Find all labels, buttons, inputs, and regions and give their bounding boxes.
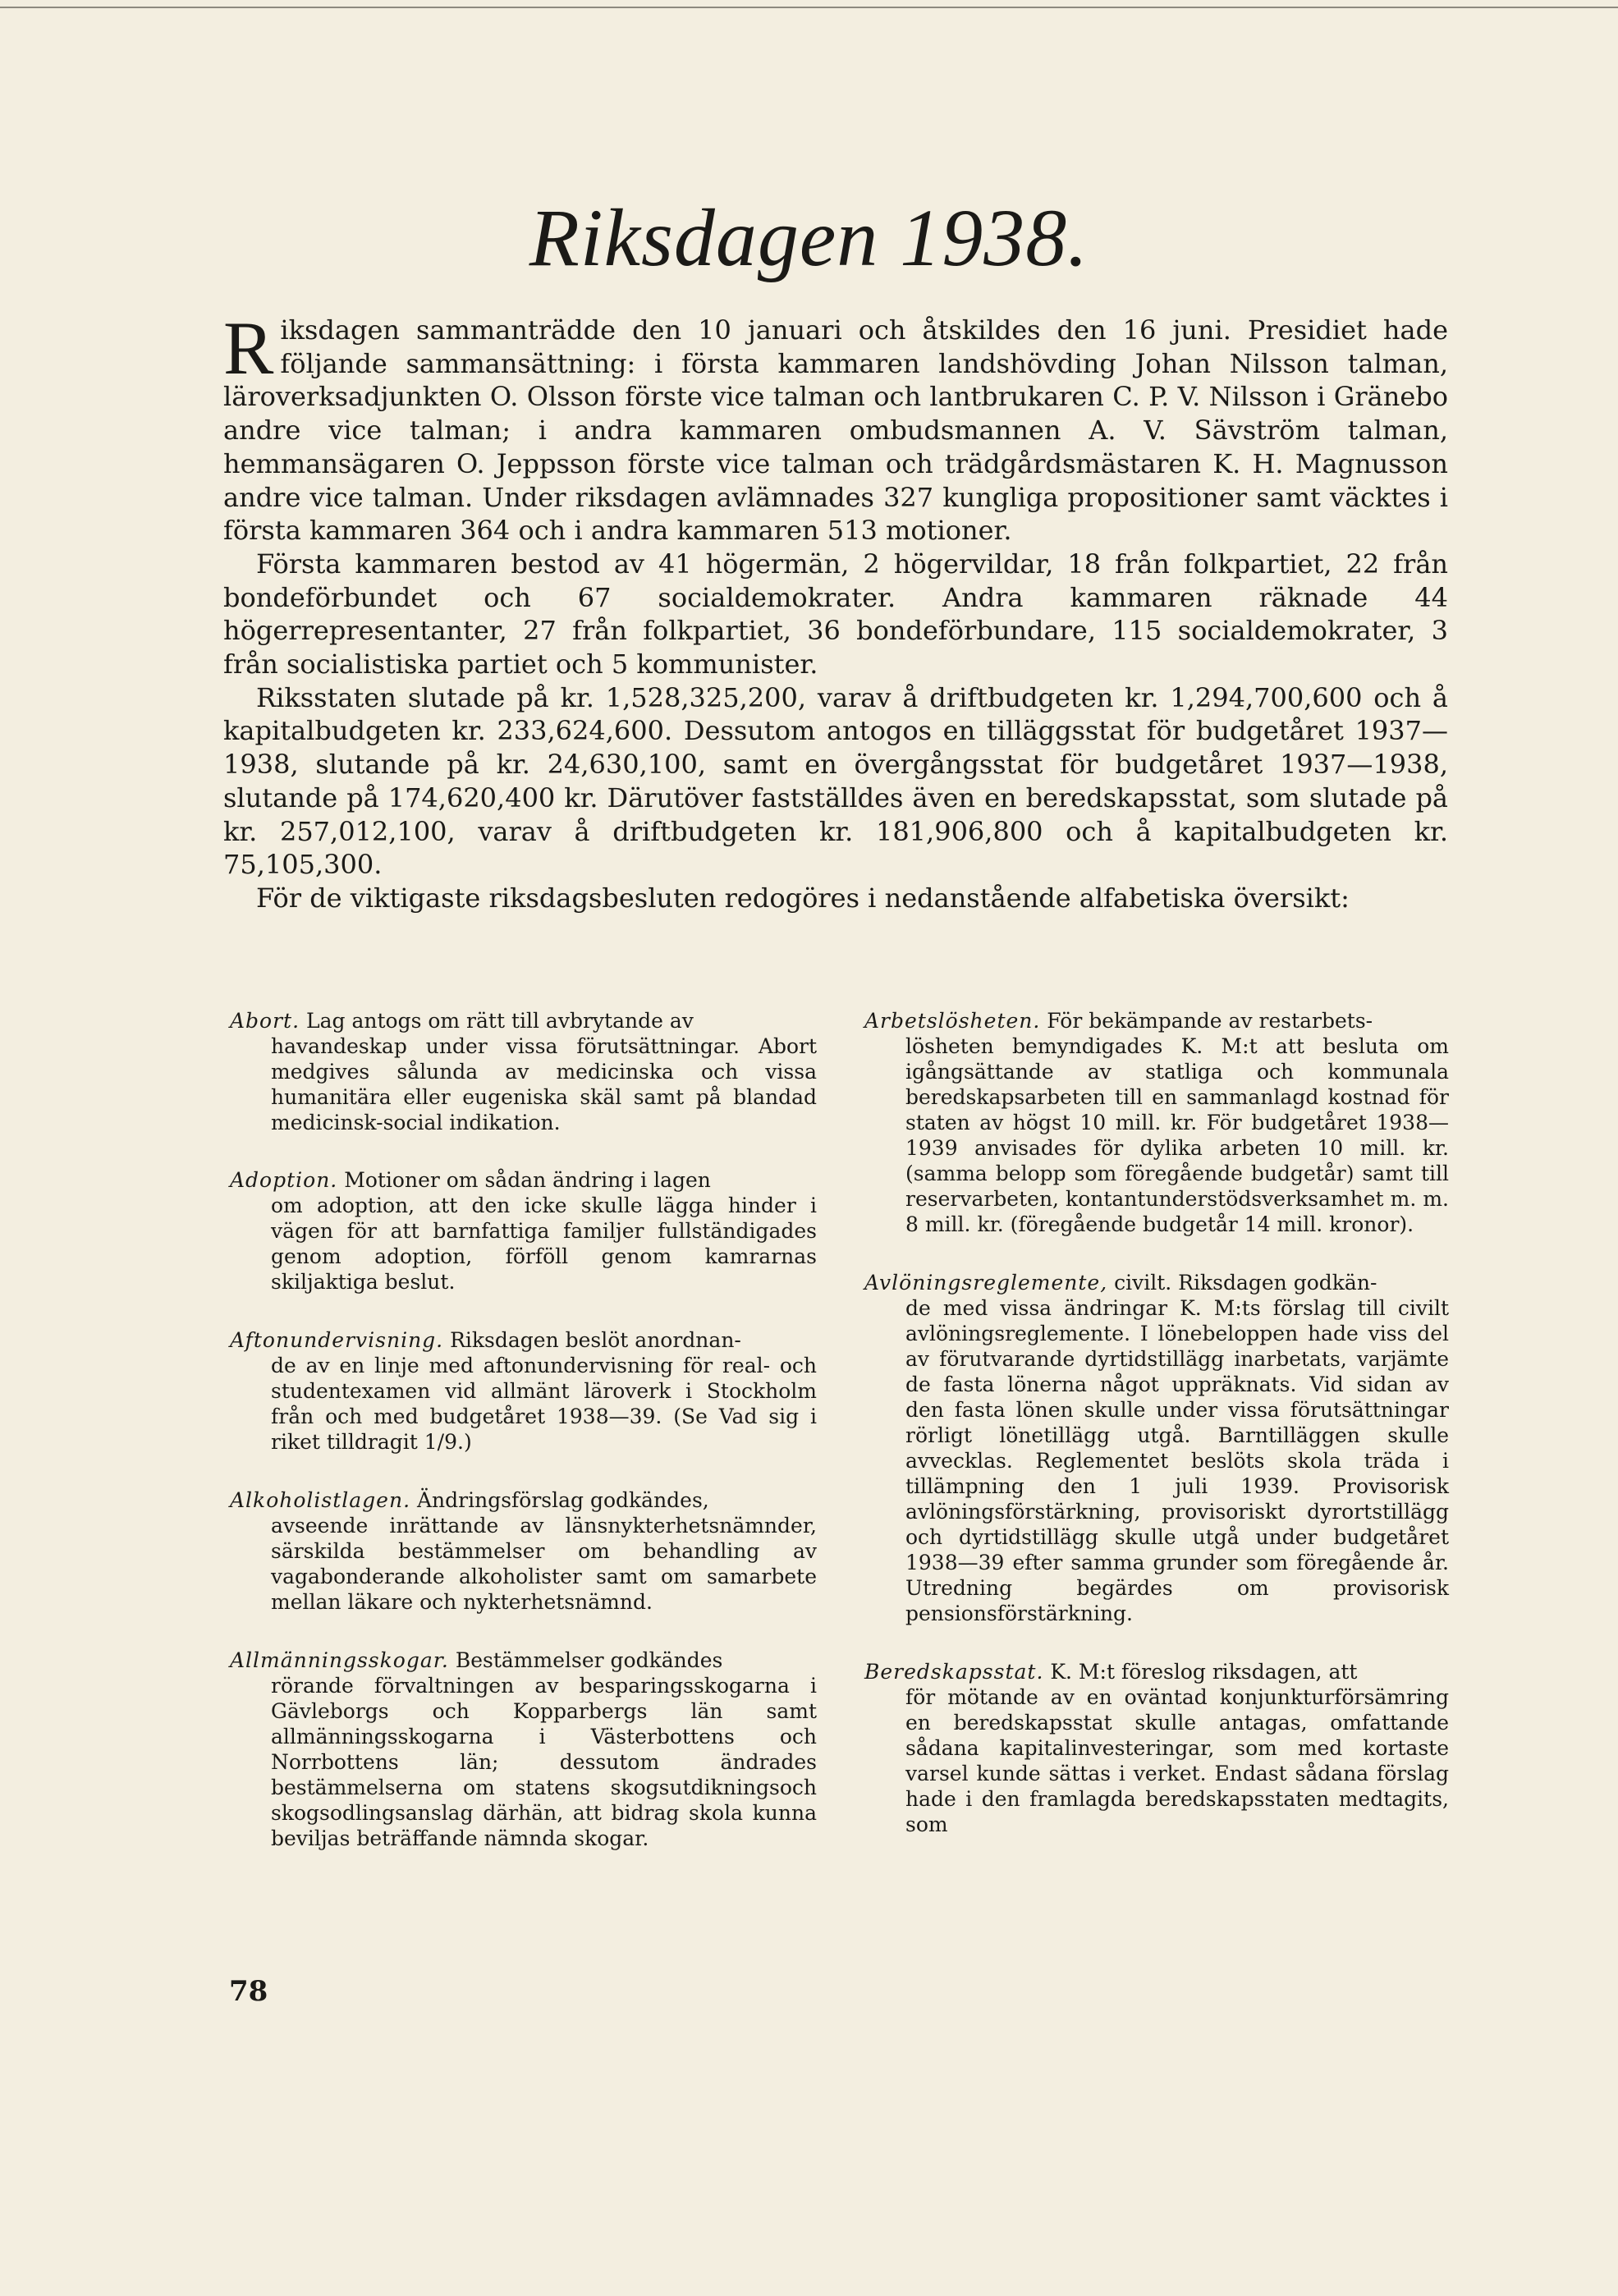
intro-paragraph-1: [223, 306, 1448, 548]
entry-continuation: rörande förvaltningen av besparingsskogarna i Gävleborgs och Kopparbergs län samt allmänningsskogarna i Västerbottens och Norrbottens län; dessutom ändrades bestämmelserna om statens skogsutdikningsoch skogsodlingsanslag därhän, att bidrag skola kunna beviljas beträffande nämnda skogar.: [271, 1674, 817, 1850]
left-column: [230, 1008, 817, 1851]
entry-arbetslosheten: [864, 1008, 1449, 1237]
intro-paragraph-4: För de viktigaste riksdagsbesluten redogöres i nedanstående alfabetiska översikt:: [256, 882, 1350, 914]
entry-heading: Arbetslösheten.: [864, 1009, 1041, 1033]
entry-avloningsreglemente: [864, 1270, 1449, 1626]
entry-continuation: om adoption, att den icke skulle lägga hinder i vägen för att barnfattiga familjer fullständigades genom adoption, förföll genom kamrarnas skiljaktiga beslut.: [271, 1194, 817, 1294]
right-column: [864, 1008, 1449, 1837]
page-number: 78: [229, 1975, 268, 2008]
entry-aftonundervisning: [230, 1327, 817, 1455]
intro-paragraph-1-text: iksdagen sammanträdde den 10 januari och åtskildes den 16 juni. Presidiet hade följande sammansättning: i första kammaren landshövding Johan Nilsson talman, läroverksadjunkten O. Olsson förste vice talman och lantbrukaren C. P. V. Nilsson i Gränebo andre vice talman; i andra kammaren ombudsmannen A. V. Sävström talman, hemmansägaren O. Jeppsson förste vice talman och trädgårdsmästaren K. H. Magnusson andre vice talman. Under riksdagen avlämnades 327 kungliga propositioner samt väcktes i första kammaren 364 och i andra kammaren 513 motioner.: [223, 314, 1448, 547]
entry-continuation: för mötande av en oväntad konjunkturförsämring en beredskapsstat skulle antagas, omfattande sådana kapitalinvesteringar, som med kortaste varsel kunde sättas i verket. Endast sådana förslag hade i den framlagda beredskapsstaten medtagits, som: [905, 1685, 1449, 1836]
entry-first-line: Bestämmelser godkändes: [455, 1648, 723, 1672]
entry-continuation: lösheten bemyndigades K. M:t att besluta om igångsättande av statliga och kommunala beredskapsarbeten till en sammanlagd kostnad för staten av högst 10 mill. kr. För budgetåret 1938—1939 anvisades för dylika arbeten 10 mill. kr. (samma belopp som föregående budgetår) samt till reservarbeten, kontantunderstödsverksamhet m. m. 8 mill. kr. (föregående budgetår 14 mill. kronor).: [905, 1034, 1449, 1236]
entry-continuation: havandeskap under vissa förutsättningar. Abort medgives sålunda av medicinska och vissa humanitära eller eugeniska skäl samt på blandad medicinsk-social indikation.: [271, 1034, 817, 1134]
top-rule: [0, 7, 1618, 8]
entry-first-line: Motioner om sådan ändring i lagen: [344, 1168, 711, 1192]
entry-continuation: de med vissa ändringar K. M:ts förslag till civilt avlöningsreglemente. I lönebeloppen hade viss del av förutvarande dyrtidstillägg inarbetats, varjämte de fasta lönerna något uppräknats. Vid sidan av den fasta lönen skulle under vissa förutsättningar rörligt lönetillägg utgå. Barntilläggen skulle avvecklas. Reglementet beslöts skola träda i tillämpning den 1 juli 1939. Provisorisk avlöningsförstärkning, provisoriskt dyrortstillägg och dyrtidstillägg skulle utgå under budgetåret 1938—39 efter samma grunder som föregående år. Utredning begärdes om provisorisk pensionsförstärkning.: [905, 1296, 1449, 1625]
entry-first-line: För bekämpande av restarbets-: [1047, 1009, 1373, 1033]
entry-heading: Alkoholistlagen.: [230, 1488, 411, 1512]
entry-continuation: de av en linje med aftonundervisning för real- och studentexamen vid allmänt läroverk i Stockholm från och med budgetåret 1938—39. (Se Vad sig i riket tilldragit 1/9.): [271, 1354, 817, 1454]
entry-adoption: [230, 1167, 817, 1295]
entry-heading: Avlöningsreglemente,: [864, 1271, 1108, 1295]
entry-continuation: avseende inrättande av länsnykterhetsnämnder, särskilda bestämmelser om behandling av vagabonderande alkoholister samt om samarbete mellan läkare och nykterhetsnämnd.: [271, 1514, 817, 1614]
entry-allmanningsskogar: [230, 1648, 817, 1851]
intro-section: [223, 306, 1448, 915]
entry-alkoholistlagen: [230, 1487, 817, 1615]
entry-beredskapsstat: [864, 1659, 1449, 1837]
entry-first-line: Ändringsförslag godkändes,: [416, 1488, 709, 1512]
page-title: Riksdagen 1938.: [529, 192, 1089, 283]
entry-first-line: civilt. Riksdagen godkän-: [1114, 1271, 1377, 1295]
entry-heading: Abort.: [230, 1009, 300, 1033]
intro-paragraph-2: Första kammaren bestod av 41 högermän, 2 högervildar, 18 från folkpartiet, 22 från bondeförbundet och 67 socialdemokrater. Andra kammaren räknade 44 högerrepresentanter, 27 från folkpartiet, 36 bondeförbundare, 115 socialdemokrater, 3 från socialistiska partiet och 5 kommunister.: [223, 548, 1448, 681]
drop-cap: R: [223, 306, 274, 390]
entry-heading: Beredskapsstat.: [864, 1660, 1044, 1684]
entry-first-line: Riksdagen beslöt anordnan-: [450, 1328, 741, 1352]
entry-abort: [230, 1008, 817, 1135]
entry-heading: Adoption.: [230, 1168, 338, 1192]
entry-first-line: K. M:t föreslog riksdagen, att: [1050, 1660, 1358, 1684]
intro-paragraph-3: Riksstaten slutade på kr. 1,528,325,200, varav å driftbudgeten kr. 1,294,700,600 och å kapitalbudgeten kr. 233,624,600. Dessutom antogos en tilläggsstat för budgetåret 1937—1938, slutande på kr. 24,630,100, samt en övergångsstat för budgetåret 1937—1938, slutande på 174,620,400 kr. Därutöver fastställdes även en beredskapsstat, som slutade på kr. 257,012,100, varav å driftbudgeten kr. 181,906,800 och å kapitalbudgeten kr. 75,105,300.: [223, 681, 1448, 881]
entry-heading: Allmänningsskogar.: [230, 1648, 449, 1672]
entry-first-line: Lag antogs om rätt till avbrytande av: [306, 1009, 694, 1033]
entry-heading: Aftonundervisning.: [230, 1328, 444, 1352]
